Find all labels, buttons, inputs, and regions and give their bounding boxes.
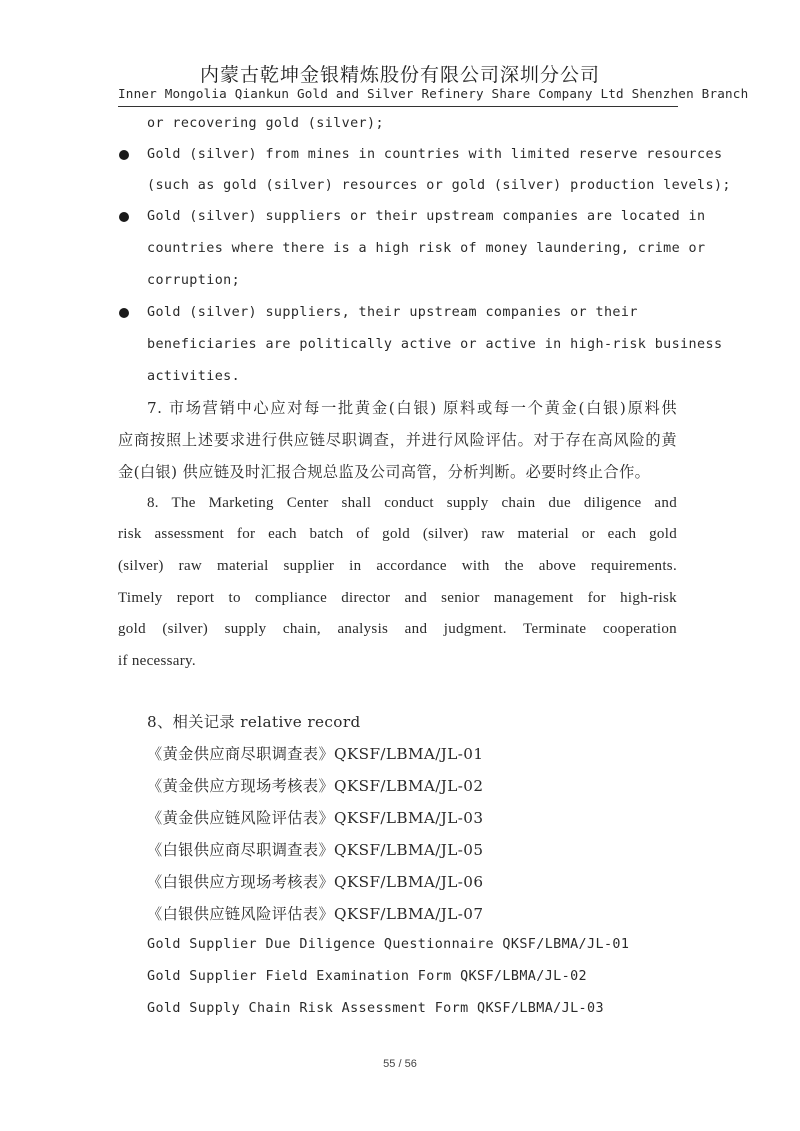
list-continuation-text: or recovering gold (silver); bbox=[147, 116, 384, 131]
list-item-text: corruption; bbox=[147, 273, 241, 288]
bullet-icon bbox=[119, 150, 129, 160]
record-item: Gold Supplier Due Diligence Questionnaire QKSF/LBMA/JL-01 bbox=[147, 937, 630, 952]
records-heading: 8、相关记录 relative record bbox=[147, 713, 361, 731]
paragraph-en-line: Timely report to compliance director and senior management for high-risk bbox=[118, 590, 677, 606]
bullet-icon bbox=[119, 212, 129, 222]
paragraph-en-line: (silver) raw material supplier in accordance with the above requirements. bbox=[118, 558, 677, 574]
list-item-text: countries where there is a high risk of money laundering, crime or bbox=[147, 241, 706, 256]
list-item-text: Gold (silver) suppliers or their upstream companies are located in bbox=[147, 209, 706, 224]
paragraph-en-line: risk assessment for each batch of gold (silver) raw material or each gold bbox=[118, 526, 677, 542]
paragraph-en-line: if necessary. bbox=[118, 653, 196, 669]
record-item: 《白银供应商尽职调查表》QKSF/LBMA/JL-05 bbox=[147, 841, 484, 859]
list-item-text: activities. bbox=[147, 369, 241, 384]
record-item: Gold Supply Chain Risk Assessment Form QKSF/LBMA/JL-03 bbox=[147, 1001, 604, 1016]
bullet-icon bbox=[119, 308, 129, 318]
company-name-chinese: 内蒙古乾坤金银精炼股份有限公司深圳分公司 bbox=[199, 64, 600, 86]
paragraph-cn-line: 金(白银) 供应链及时汇报合规总监及公司高管，分析判断。必要时终止合作。 bbox=[118, 463, 651, 481]
page-number: 55 / 56 bbox=[383, 1058, 417, 1070]
paragraph-cn-line: 7. 市场营销中心应对每一批黄金(白银) 原料或每一个黄金(白银)原料供 bbox=[147, 399, 677, 417]
record-item: 《黄金供应方现场考核表》QKSF/LBMA/JL-02 bbox=[147, 777, 484, 795]
record-item: 《白银供应方现场考核表》QKSF/LBMA/JL-06 bbox=[147, 873, 484, 891]
list-item-text: Gold (silver) from mines in countries with limited reserve resources bbox=[147, 147, 723, 162]
list-item-text: Gold (silver) suppliers, their upstream companies or their bbox=[147, 305, 638, 320]
record-item: 《白银供应链风险评估表》QKSF/LBMA/JL-07 bbox=[147, 905, 484, 923]
paragraph-en-line: 8. The Marketing Center shall conduct supply chain due diligence and bbox=[147, 495, 677, 511]
list-item-text: (such as gold (silver) resources or gold (silver) production levels); bbox=[147, 178, 731, 193]
header-divider bbox=[118, 106, 678, 107]
record-item: Gold Supplier Field Examination Form QKSF/LBMA/JL-02 bbox=[147, 969, 588, 984]
list-item-text: beneficiaries are politically active or active in high-risk business bbox=[147, 337, 723, 352]
paragraph-en-line: gold (silver) supply chain, analysis and judgment. Terminate cooperation bbox=[118, 621, 677, 637]
record-item: 《黄金供应商尽职调查表》QKSF/LBMA/JL-01 bbox=[147, 745, 484, 763]
paragraph-cn-line: 应商按照上述要求进行供应链尽职调查，并进行风险评估。对于存在高风险的黄 bbox=[118, 431, 677, 449]
company-name-english: Inner Mongolia Qiankun Gold and Silver Refinery Share Company Ltd Shenzhen Branch bbox=[118, 86, 749, 101]
record-item: 《黄金供应链风险评估表》QKSF/LBMA/JL-03 bbox=[147, 809, 484, 827]
